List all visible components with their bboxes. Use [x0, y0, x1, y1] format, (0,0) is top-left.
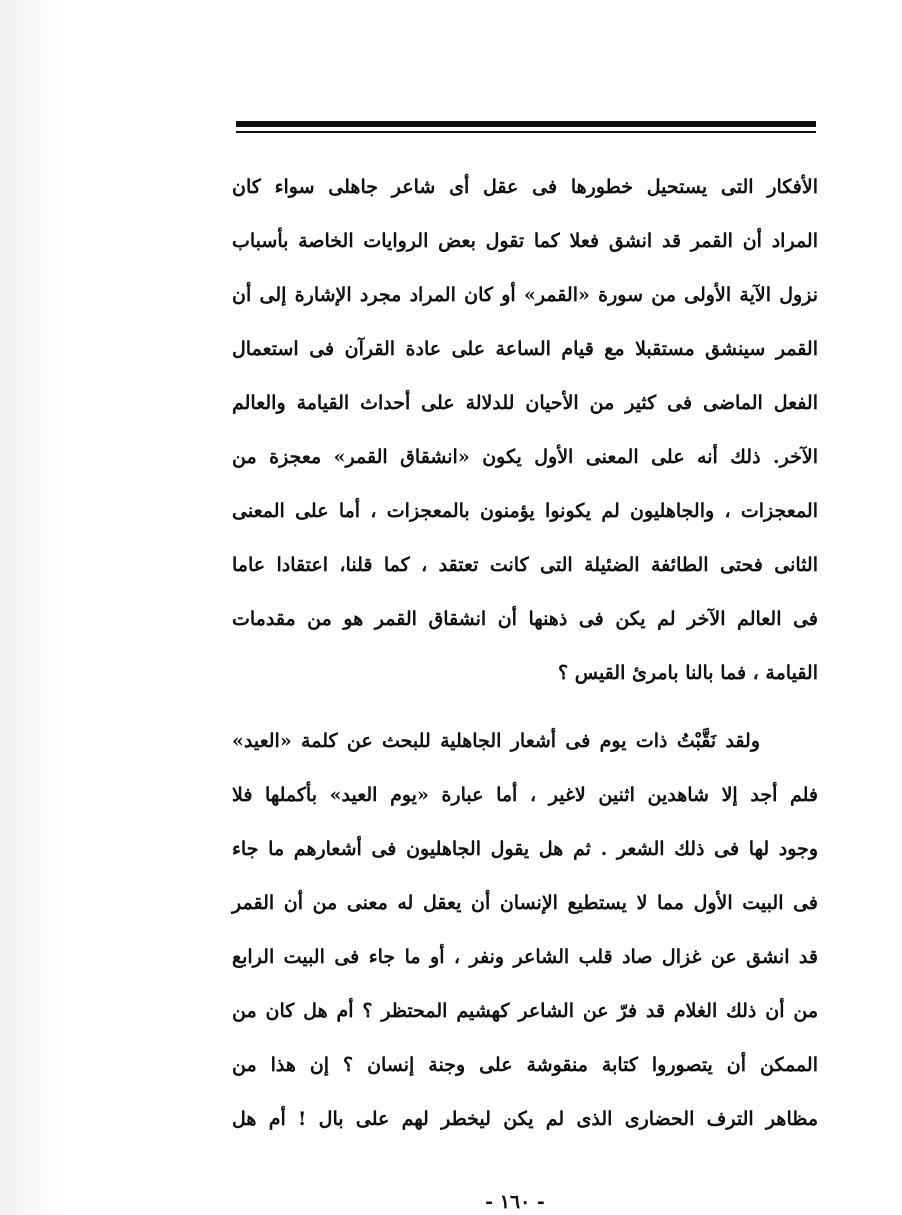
text-line: مظاهر الترف الحضارى الذى لم يكن ليخطر لهم على بال ! أم هل [232, 1108, 818, 1130]
scan-shadow-edge [0, 0, 70, 1215]
text-line: وجود لها فى ذلك الشعر . ثم هل يقول الجاهليون فى أشعارهم ما جاء [232, 838, 818, 860]
text-line: فلم أجد إلا شاهدين اثنين لاغير ، أما عبارة «يوم العيد» بأكملها فلا [232, 784, 818, 806]
text-line: المعجزات ، والجاهليون لم يكونوا يؤمنون بالمعجزات ، أما على المعنى [232, 500, 818, 522]
text-line: فى البيت الأول مما لا يستطيع الإنسان أن يعقل له معنى من أن القمر [232, 892, 818, 914]
header-rule-thick [236, 121, 816, 127]
text-line: الثانى فحتى الطائفة الضئيلة التى كانت تعتقد ، كما قلنا، اعتقادا عاما [232, 554, 818, 576]
text-line: الأفكار التى يستحيل خطورها فى عقل أى شاعر جاهلى سواء كان [232, 176, 818, 198]
text-line: ولقد نَقَّبْتُ ذات يوم فى أشعار الجاهلية للبحث عن كلمة «العيد» [232, 730, 760, 752]
text-line: القيامة ، فما بالنا بامرئ القيس ؟ [558, 662, 818, 684]
text-line: المراد أن القمر قد انشق فعلا كما تقول بعض الروايات الخاصة بأسباب [232, 230, 818, 252]
text-line: من أن ذلك الغلام قد فرّ عن الشاعر كهشيم المحتظر ؟ أم هل كان من [232, 1000, 818, 1022]
page-number: - ١٦٠ - [485, 1191, 545, 1213]
text-line: فى العالم الآخر لم يكن فى ذهنها أن انشقاق القمر هو من مقدمات [232, 608, 818, 630]
paragraph-2 [232, 714, 818, 1146]
text-line: نزول الآية الأولى من سورة «القمر» أو كان المراد مجرد الإشارة إلى أن [232, 284, 818, 306]
paragraph-1 [232, 160, 818, 700]
body-text [232, 160, 818, 1146]
header-rule-thin [236, 131, 816, 133]
text-line: الممكن أن يتصوروا كتابة منقوشة على وجنة إنسان ؟ إن هذا من [232, 1054, 818, 1076]
text-line: القمر سينشق مستقبلا مع قيام الساعة على عادة القرآن فى استعمال [232, 338, 818, 360]
text-line: الفعل الماضى فى كثير من الأحيان للدلالة على أحداث القيامة والعالم [232, 392, 818, 414]
text-line: قد انشق عن غزال صاد قلب الشاعر ونفر ، أو ما جاء فى البيت الرابع [232, 946, 818, 968]
paragraph-gap [232, 700, 818, 714]
text-line: الآخر. ذلك أنه على المعنى الأول يكون «انشقاق القمر» معجزة من [232, 446, 818, 468]
